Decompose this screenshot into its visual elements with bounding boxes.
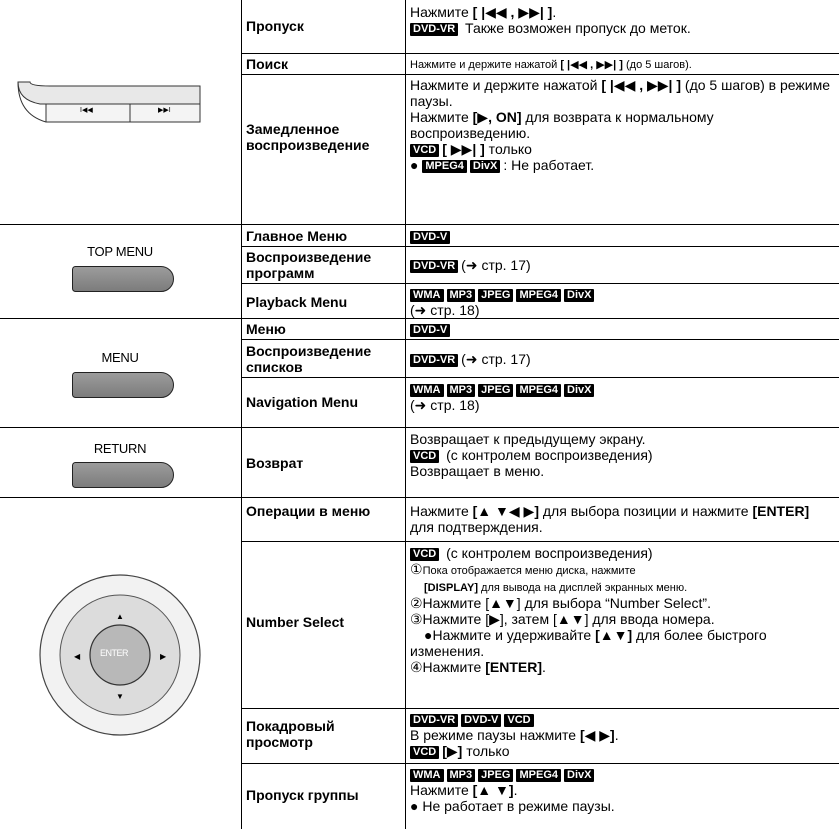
text: . <box>552 4 557 20</box>
text: (с контролем воспроизведения) <box>442 447 653 463</box>
lists-name: Воспроизведение списков <box>246 343 372 375</box>
text: ●Нажмите и удерживайте <box>424 627 596 643</box>
group-divider <box>0 318 241 319</box>
skip-desc <box>410 4 835 36</box>
text: для вывода на дисплей экранных меню. <box>478 582 688 594</box>
keys: [▲▼] <box>595 627 633 643</box>
keys: [▲ ▼] <box>472 782 514 798</box>
format-badge: MPEG4 <box>422 160 467 173</box>
text: для выбора позиции и нажмите <box>539 503 753 519</box>
group-divider <box>0 497 241 498</box>
format-badge: DVD-V <box>410 231 450 244</box>
arrow-left-icon: ◀ <box>74 652 81 661</box>
bullet: ● <box>410 157 419 173</box>
page-ref: (➜ стр. 17) <box>461 257 531 273</box>
text: ②Нажмите [▲▼] для выбора “Number Select”. <box>410 595 711 611</box>
return-desc <box>410 431 835 479</box>
skip-back-icon: I◀◀ <box>80 107 93 114</box>
enter-label: ENTER <box>100 648 129 658</box>
row-divider <box>241 224 839 225</box>
step-number: ① <box>410 561 423 577</box>
row-divider <box>241 763 839 764</box>
program-name: Воспроизведение программ <box>246 249 372 281</box>
slow-name: Замедленное воспроизведение <box>246 121 370 153</box>
format-badge: DivX <box>564 769 594 782</box>
format-badge: VCD <box>410 450 439 463</box>
slow-desc <box>410 77 835 173</box>
menu-button-illustration <box>72 372 174 398</box>
text: только <box>462 743 510 759</box>
keys: [▶, ON] <box>472 109 522 125</box>
menu-ops-desc <box>410 503 835 535</box>
keys: [▲ ▼◀ ▶] <box>472 503 539 519</box>
top-menu-desc <box>410 228 835 244</box>
search-name: Поиск <box>246 56 289 72</box>
keys: [ |◀◀ , ▶▶| ] <box>601 77 682 93</box>
format-badge: MP3 <box>447 769 476 782</box>
text: для подтверждения. <box>410 519 543 535</box>
text: Нажмите и держите нажатой <box>410 59 561 71</box>
format-badge: JPEG <box>478 289 513 302</box>
group-divider <box>0 224 241 225</box>
format-badge: DVD-VR <box>410 23 458 36</box>
row-divider <box>241 246 839 247</box>
format-badge: DivX <box>470 160 500 173</box>
format-badge: VCD <box>410 746 439 759</box>
text: Пока отображается меню диска, нажмите <box>422 565 636 577</box>
text: Нажмите <box>410 4 473 20</box>
text: В режиме паузы нажмите <box>410 727 580 743</box>
format-badge: DVD-VR <box>410 354 458 367</box>
top-menu-label: TOP MENU <box>87 244 153 259</box>
format-badge: JPEG <box>478 769 513 782</box>
menu-name: Меню <box>246 321 286 337</box>
format-badge: VCD <box>504 714 533 727</box>
format-badge: DVD-VR <box>410 714 458 727</box>
group-skip-desc <box>410 766 835 814</box>
top-menu-button-illustration <box>72 266 174 292</box>
row-divider <box>241 74 839 75</box>
keys: [ |◀◀ , ▶▶| ] <box>560 59 623 71</box>
keys: [ |◀◀ , ▶▶| ] <box>472 4 553 20</box>
text: . <box>614 727 619 743</box>
text: для более быстрого изменения. <box>410 627 767 659</box>
nav-menu-name: Navigation Menu <box>246 394 359 410</box>
format-badge: VCD <box>410 548 439 561</box>
text: Нажмите и держите нажатой <box>410 77 602 93</box>
row-divider <box>241 53 839 54</box>
row-divider <box>241 377 839 378</box>
text: для возврата к нормальному воспроизведению. <box>410 109 714 141</box>
return-label: RETURN <box>93 441 147 456</box>
row-divider <box>241 427 839 428</box>
menu-desc <box>410 321 835 337</box>
format-badge: DVD-VR <box>410 260 458 273</box>
frame-desc <box>410 711 835 759</box>
playback-menu-name: Playback Menu <box>246 294 348 310</box>
menu-ops-name: Операции в меню <box>246 503 371 519</box>
text: (с контролем воспроизведения) <box>442 545 653 561</box>
keys: [▶] <box>442 743 463 759</box>
format-badge: MPEG4 <box>516 289 561 302</box>
arrow-right-icon: ▶ <box>160 652 167 661</box>
text: : Не работает. <box>503 157 595 173</box>
number-select-name: Number Select <box>246 614 345 630</box>
row-divider <box>241 708 839 709</box>
page-ref: (➜ стр. 17) <box>461 351 531 367</box>
format-badge: WMA <box>410 289 444 302</box>
format-badge: MP3 <box>447 289 476 302</box>
row-divider <box>241 283 839 284</box>
format-badge: MPEG4 <box>516 384 561 397</box>
keys: [ENTER] <box>485 659 542 675</box>
format-badge: DivX <box>564 384 594 397</box>
format-badge: JPEG <box>478 384 513 397</box>
return-button-illustration <box>72 462 174 488</box>
text: ③Нажмите [▶], затем [▲▼] для ввода номера. <box>410 611 715 627</box>
column-divider <box>405 0 406 829</box>
frame-name: Покадровый просмотр <box>246 718 335 750</box>
format-badge: VCD <box>410 144 439 157</box>
arrow-up-icon: ▲ <box>116 612 124 621</box>
format-badge: WMA <box>410 384 444 397</box>
page-ref: (➜ стр. 18) <box>410 302 480 318</box>
group-divider <box>0 427 241 428</box>
arrow-down-icon: ▼ <box>116 692 124 701</box>
row-divider <box>241 497 839 498</box>
row-divider <box>241 318 839 319</box>
lists-desc <box>410 351 835 367</box>
playback-menu-desc <box>410 286 835 318</box>
text: ④Нажмите <box>410 659 486 675</box>
text: Возвращает в меню. <box>410 463 545 479</box>
format-badge: MPEG4 <box>516 769 561 782</box>
cursor-pad-drawing <box>0 560 241 760</box>
skip-name: Пропуск <box>246 18 304 34</box>
skip-buttons-drawing <box>0 0 241 224</box>
column-divider <box>241 0 242 829</box>
text: Нажмите <box>410 503 473 519</box>
top-menu-name: Главное Меню <box>246 228 348 244</box>
return-name: Возврат <box>246 455 304 471</box>
page-ref: (➜ стр. 18) <box>410 397 480 413</box>
row-divider <box>241 339 839 340</box>
text: (до 5 шагов). <box>622 59 692 71</box>
keys: [◀ ▶] <box>579 727 615 743</box>
skip-forward-icon: ▶▶I <box>158 107 171 114</box>
group-skip-name: Пропуск группы <box>246 787 359 803</box>
text: только <box>484 141 532 157</box>
format-badge: MP3 <box>447 384 476 397</box>
row-divider <box>241 541 839 542</box>
text: (до 5 шагов) в режиме паузы. <box>410 77 831 109</box>
format-badge: DVD-V <box>461 714 501 727</box>
program-desc <box>410 257 835 273</box>
text: . <box>541 659 546 675</box>
text: Нажмите <box>410 109 473 125</box>
text: Нажмите <box>410 782 473 798</box>
format-badge: DVD-V <box>410 324 450 337</box>
format-badge: DivX <box>564 289 594 302</box>
keys: [ENTER] <box>752 503 810 519</box>
text: ● Не работает в режиме паузы. <box>410 798 615 814</box>
text: . <box>513 782 518 798</box>
number-select-desc <box>410 545 835 675</box>
nav-menu-desc <box>410 381 835 413</box>
format-badge: WMA <box>410 769 444 782</box>
search-desc <box>410 58 835 72</box>
keys: [ ▶▶| ] <box>442 141 485 157</box>
menu-label: MENU <box>101 350 139 365</box>
text: Возвращает к предыдущему экрану. <box>410 431 646 447</box>
keys: [DISPLAY] <box>424 582 478 594</box>
text: Также возможен пропуск до меток. <box>461 20 691 36</box>
